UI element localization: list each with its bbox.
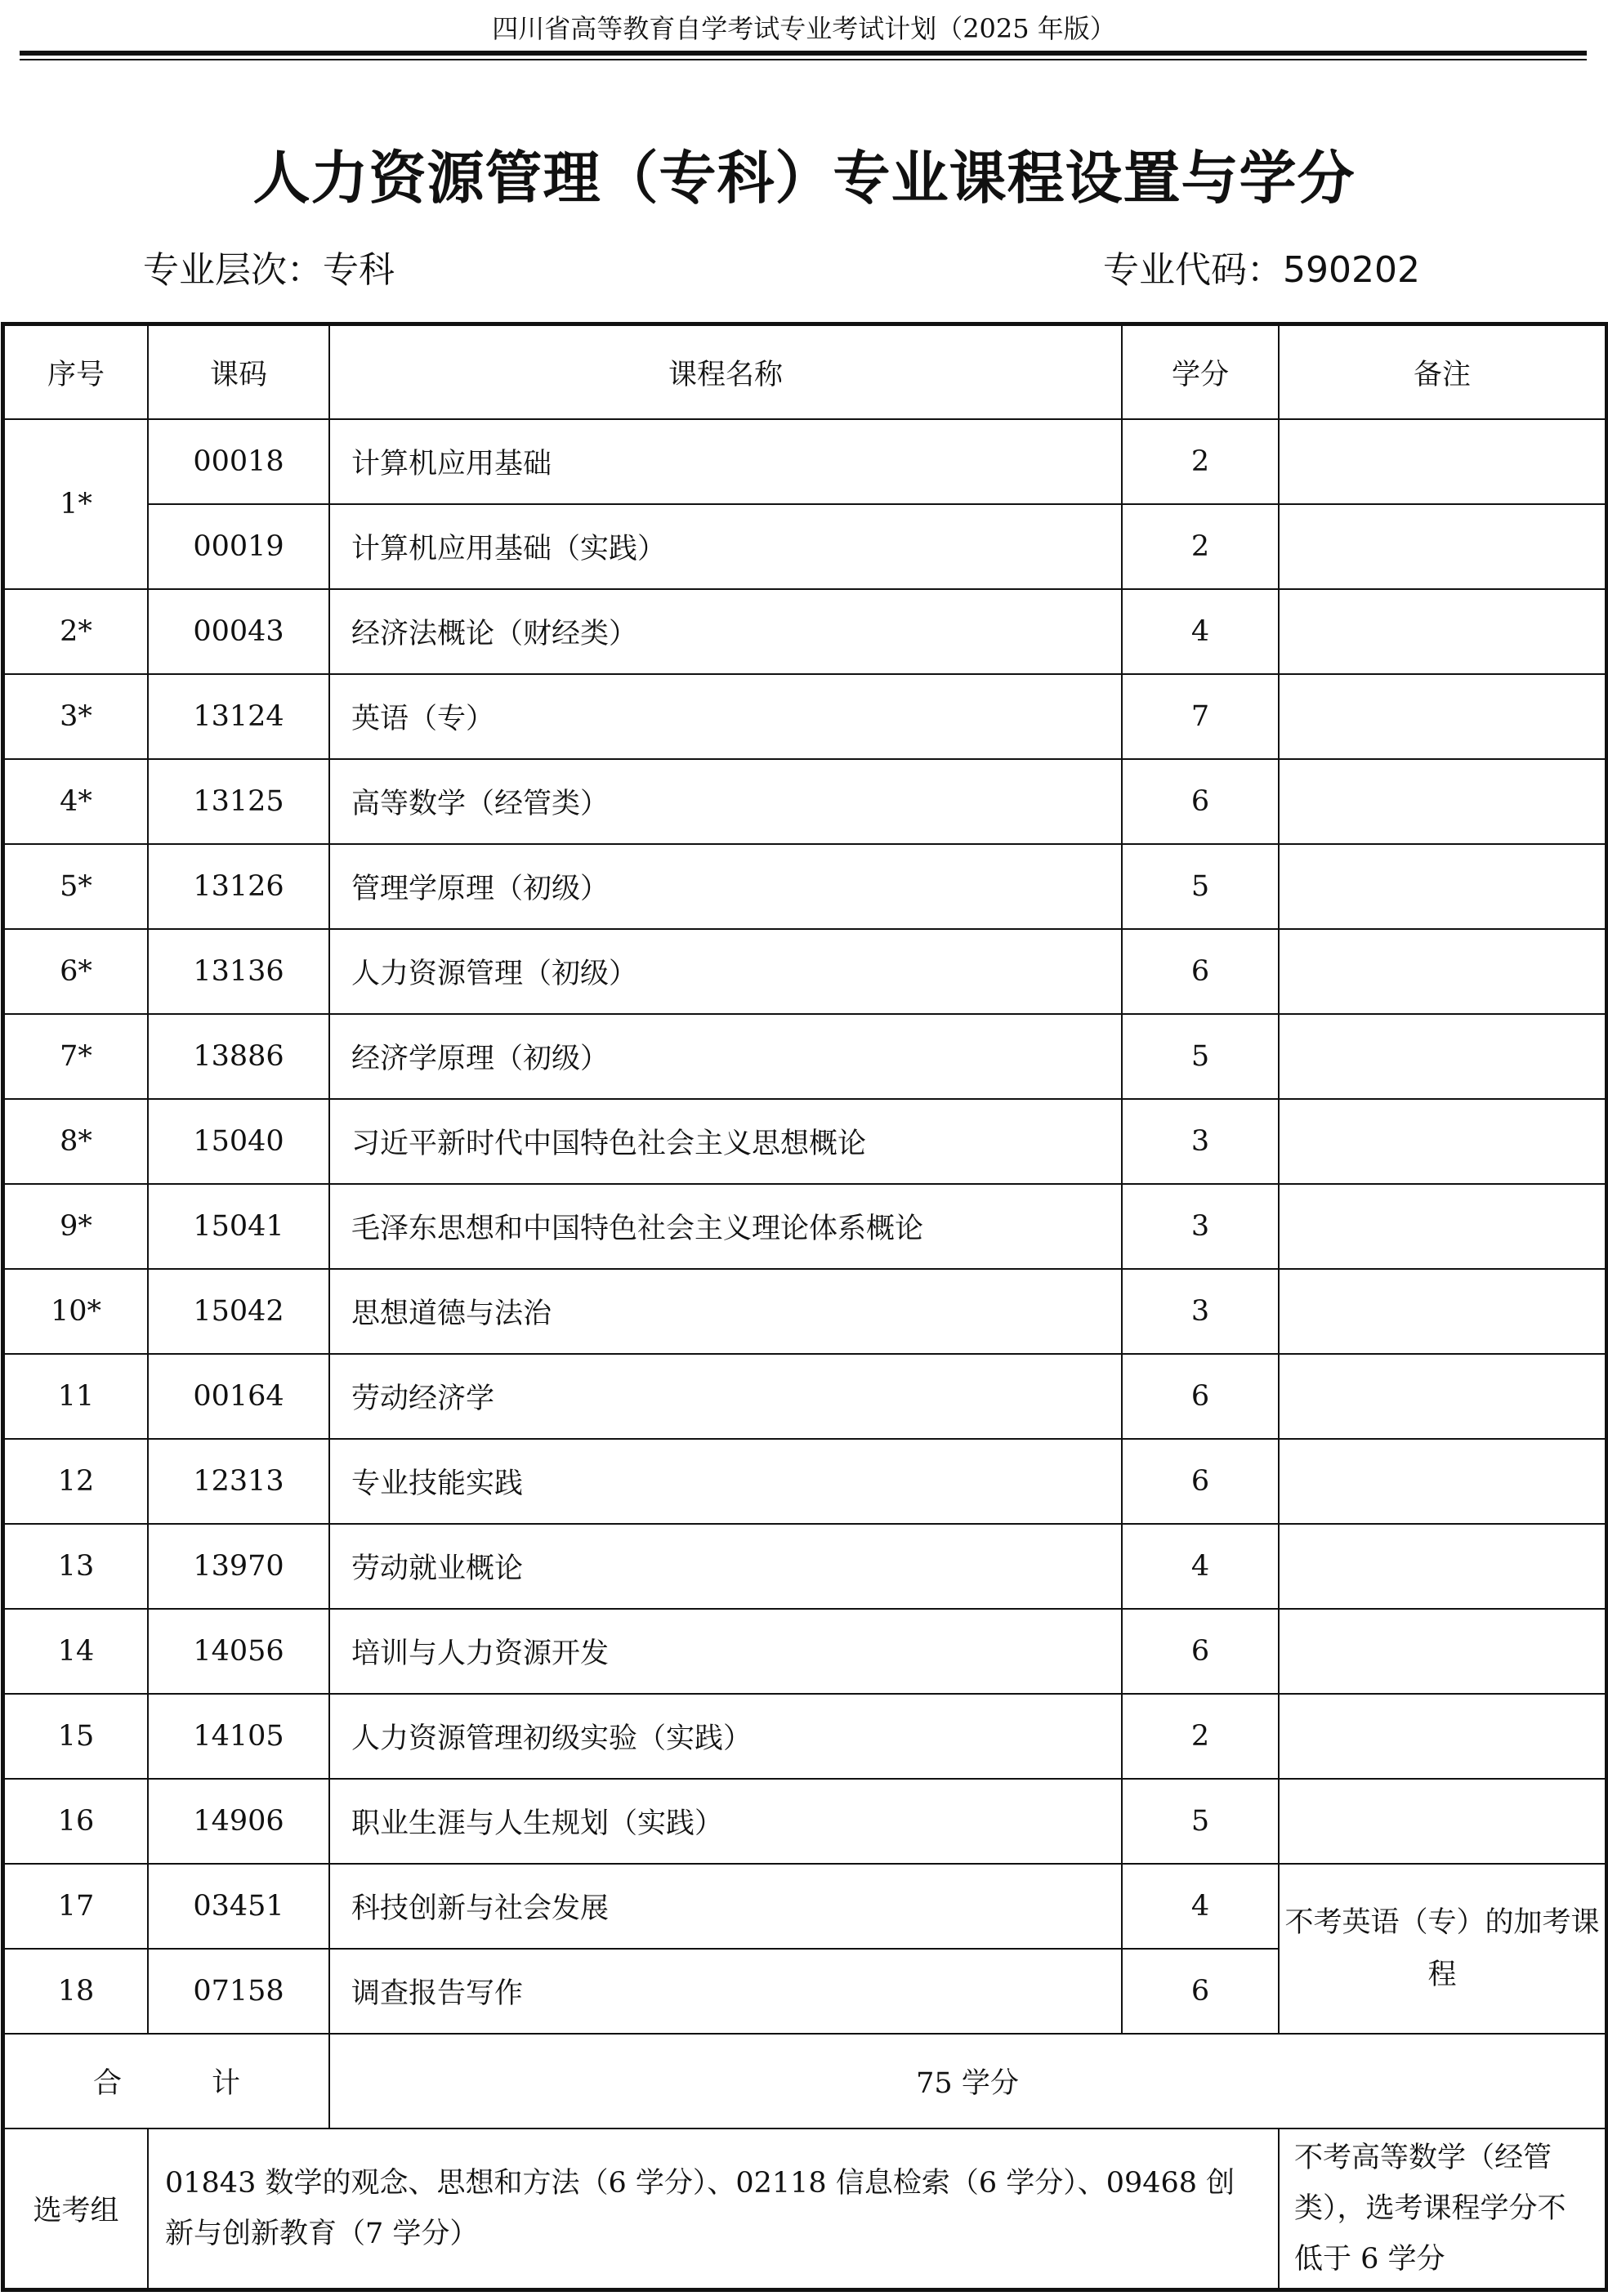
- cell-seq: 4*: [4, 759, 148, 844]
- cell-note: [1279, 844, 1606, 929]
- cell-code: 13970: [148, 1524, 329, 1609]
- cell-code: 15042: [148, 1269, 329, 1354]
- table-row: [4, 1609, 1606, 1694]
- cell-seq: 15: [4, 1694, 148, 1779]
- cell-code: 00164: [148, 1354, 329, 1439]
- cell-name: 专业技能实践: [329, 1439, 1122, 1524]
- cell-credits: 2: [1122, 1694, 1279, 1779]
- header-seq: 序号: [4, 325, 148, 419]
- cell-note: [1279, 1609, 1606, 1694]
- cell-name: 毛泽东思想和中国特色社会主义理论体系概论: [329, 1184, 1122, 1269]
- cell-code: 13124: [148, 674, 329, 759]
- cell-name: 经济学原理（初级）: [329, 1014, 1122, 1099]
- cell-credits: 6: [1122, 929, 1279, 1014]
- header-credits: 学分: [1122, 325, 1279, 419]
- cell-credits: 6: [1122, 1609, 1279, 1694]
- total-label-a: 合: [92, 2067, 122, 2100]
- cell-name: 计算机应用基础: [329, 419, 1122, 504]
- cell-note: [1279, 589, 1606, 674]
- cell-name: 劳动就业概论: [329, 1524, 1122, 1609]
- header-notes: 备注: [1279, 325, 1606, 419]
- cell-seq: 17: [4, 1864, 148, 1949]
- major-level: 专业层次：专科: [143, 249, 395, 291]
- cell-code: 13125: [148, 759, 329, 844]
- cell-note: [1279, 1269, 1606, 1354]
- cell-name: 管理学原理（初级）: [329, 844, 1122, 929]
- cell-code: 14906: [148, 1779, 329, 1864]
- cell-seq: 2*: [4, 589, 148, 674]
- elective-label: 选考组: [4, 2128, 148, 2289]
- cell-code: 00043: [148, 589, 329, 674]
- cell-seq: 16: [4, 1779, 148, 1864]
- cell-seq: 8*: [4, 1099, 148, 1184]
- cell-credits: 5: [1122, 1014, 1279, 1099]
- cell-name: 人力资源管理（初级）: [329, 929, 1122, 1014]
- cell-seq: 18: [4, 1949, 148, 2034]
- table-row: [4, 1354, 1606, 1439]
- cell-note: [1279, 759, 1606, 844]
- table-row: [4, 419, 1606, 504]
- cell-note: [1279, 1779, 1606, 1864]
- table-row: [4, 844, 1606, 929]
- cell-credits: 4: [1122, 589, 1279, 674]
- total-row: [4, 2034, 1606, 2128]
- table-row: [4, 589, 1606, 674]
- cell-note: [1279, 1694, 1606, 1779]
- cell-name: 职业生涯与人生规划（实践）: [329, 1779, 1122, 1864]
- cell-code: 13136: [148, 929, 329, 1014]
- cell-note: [1279, 1099, 1606, 1184]
- table-row: [4, 759, 1606, 844]
- cell-credits: 3: [1122, 1184, 1279, 1269]
- cell-name: 劳动经济学: [329, 1354, 1122, 1439]
- cell-credits: 2: [1122, 419, 1279, 504]
- elective-row: [4, 2128, 1606, 2289]
- header-code: 课码: [148, 325, 329, 419]
- table-header-row: [4, 325, 1606, 419]
- cell-code: 03451: [148, 1864, 329, 1949]
- cell-credits: 4: [1122, 1524, 1279, 1609]
- cell-credits: 5: [1122, 1779, 1279, 1864]
- cell-credits: 2: [1122, 504, 1279, 589]
- cell-code: 15041: [148, 1184, 329, 1269]
- cell-name: 高等数学（经管类）: [329, 759, 1122, 844]
- cell-code: 14105: [148, 1694, 329, 1779]
- table-row: [4, 504, 1606, 589]
- table-row: [4, 1014, 1606, 1099]
- cell-seq: 11: [4, 1354, 148, 1439]
- cell-credits: 3: [1122, 1269, 1279, 1354]
- table-row: [4, 1099, 1606, 1184]
- cell-name: 计算机应用基础（实践）: [329, 504, 1122, 589]
- cell-code: 00019: [148, 504, 329, 589]
- total-label-b: 计: [212, 2067, 241, 2100]
- cell-note: [1279, 1014, 1606, 1099]
- cell-code: 07158: [148, 1949, 329, 2034]
- cell-seq: 6*: [4, 929, 148, 1014]
- cell-name: 思想道德与法治: [329, 1269, 1122, 1354]
- cell-name: 英语（专）: [329, 674, 1122, 759]
- cell-note: [1279, 674, 1606, 759]
- page-title: 人力资源管理（专科）专业课程设置与学分: [252, 144, 1356, 212]
- total-credits: 75 学分: [329, 2034, 1606, 2128]
- header-rule-thin: [20, 59, 1587, 60]
- cell-name: 经济法概论（财经类）: [329, 589, 1122, 674]
- cell-seq: 12: [4, 1439, 148, 1524]
- cell-code: 13886: [148, 1014, 329, 1099]
- cell-credits: 6: [1122, 1439, 1279, 1524]
- elective-note: 不考高等数学（经管类），选考课程学分不低于 6 学分: [1279, 2128, 1606, 2289]
- table-row: [4, 1694, 1606, 1779]
- table-row: [4, 929, 1606, 1014]
- table-row: [4, 1864, 1606, 1949]
- cell-code: 15040: [148, 1099, 329, 1184]
- cell-code: 13126: [148, 844, 329, 929]
- table-row: [4, 1524, 1606, 1609]
- cell-credits: 4: [1122, 1864, 1279, 1949]
- total-label: [4, 2034, 329, 2128]
- elective-courses: 01843 数学的观念、思想和方法（6 学分）、02118 信息检索（6 学分）、09468 创新与创新教育（7 学分）: [148, 2128, 1279, 2289]
- cell-credits: 7: [1122, 674, 1279, 759]
- cell-name: 培训与人力资源开发: [329, 1609, 1122, 1694]
- header-name: 课程名称: [329, 325, 1122, 419]
- cell-seq: 14: [4, 1609, 148, 1694]
- cell-seq: 13: [4, 1524, 148, 1609]
- cell-note: [1279, 1524, 1606, 1609]
- table-row: [4, 1184, 1606, 1269]
- cell-code: 00018: [148, 419, 329, 504]
- running-header: 四川省高等教育自学考试专业考试计划（2025 年版）: [492, 13, 1116, 44]
- cell-note: [1279, 1184, 1606, 1269]
- cell-name: 科技创新与社会发展: [329, 1864, 1122, 1949]
- cell-credits: 6: [1122, 1354, 1279, 1439]
- cell-credits: 6: [1122, 1949, 1279, 2034]
- cell-note: [1279, 504, 1606, 589]
- cell-seq: 5*: [4, 844, 148, 929]
- cell-seq: 9*: [4, 1184, 148, 1269]
- table-row: [4, 1439, 1606, 1524]
- table-row: [4, 674, 1606, 759]
- table-row: [4, 1269, 1606, 1354]
- cell-name: 人力资源管理初级实验（实践）: [329, 1694, 1122, 1779]
- cell-credits: 3: [1122, 1099, 1279, 1184]
- cell-credits: 6: [1122, 759, 1279, 844]
- cell-name: 习近平新时代中国特色社会主义思想概论: [329, 1099, 1122, 1184]
- cell-note: [1279, 1354, 1606, 1439]
- cell-seq: 3*: [4, 674, 148, 759]
- cell-note: [1279, 419, 1606, 504]
- header-rule-thick: [20, 51, 1587, 56]
- cell-name: 调查报告写作: [329, 1949, 1122, 2034]
- cell-note: [1279, 1439, 1606, 1524]
- course-table: [3, 324, 1606, 2289]
- table-row: [4, 1779, 1606, 1864]
- cell-seq: 10*: [4, 1269, 148, 1354]
- cell-code: 12313: [148, 1439, 329, 1524]
- cell-seq: 7*: [4, 1014, 148, 1099]
- cell-credits: 5: [1122, 844, 1279, 929]
- major-code: 专业代码：590202: [1103, 249, 1420, 291]
- cell-note-extra-courses: 不考英语（专）的加考课程: [1279, 1864, 1606, 2034]
- cell-note: [1279, 929, 1606, 1014]
- cell-seq: 1*: [4, 419, 148, 589]
- cell-code: 14056: [148, 1609, 329, 1694]
